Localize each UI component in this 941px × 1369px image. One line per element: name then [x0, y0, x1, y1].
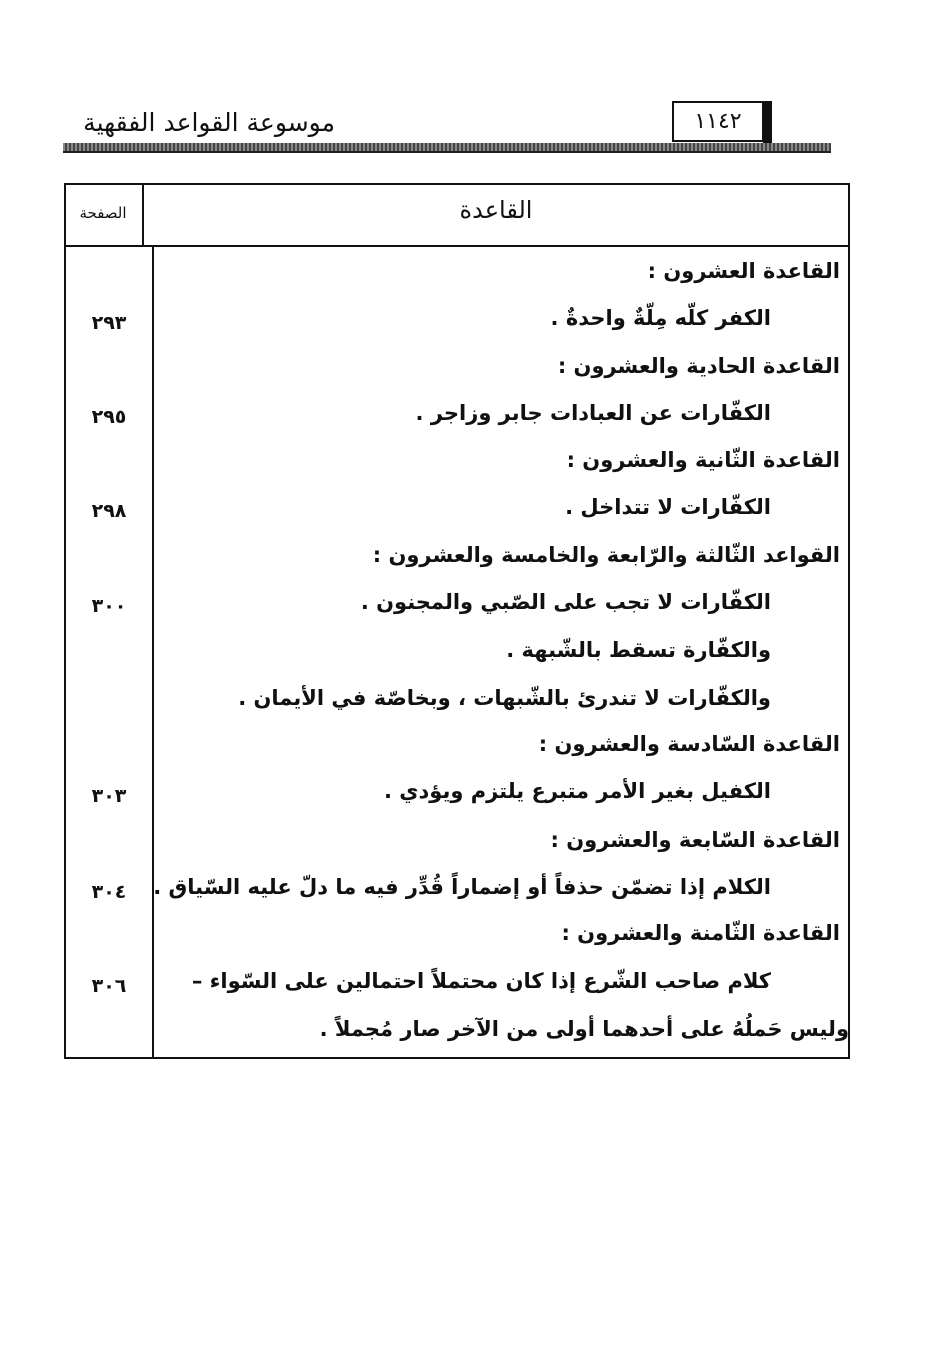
rule-text-21: الكفّارات عن العبادات جابر وزاجر . — [415, 401, 771, 425]
rule-text-20: الكفر كلّه مِلّةٌ واحدةٌ . — [550, 306, 771, 330]
table-column-separator-body — [152, 247, 154, 1057]
rule-text-27: الكلام إذا تضمّن حذفاً أو إضماراً قُدِّر فيه ما دلّ عليه السّياق . — [153, 875, 771, 899]
rule-heading-27: القاعدة السّابعة والعشرون : — [550, 828, 840, 852]
rule-text-24: والكفّارة تسقط بالشّبهة . — [506, 638, 771, 662]
page-ref-298: ٢٩٨ — [91, 500, 127, 522]
rule-text-28-line1: كلام صاحب الشّرع إذا كان محتملاً احتمالين على السّواء – — [191, 969, 771, 993]
table-header-separator — [64, 245, 850, 247]
page-ref-303: ٣٠٣ — [91, 785, 127, 807]
rule-heading-26: القاعدة السّادسة والعشرون : — [538, 732, 840, 756]
rule-heading-21: القاعدة الحادية والعشرون : — [557, 354, 840, 378]
book-title: موسوعة القواعد الفقهية — [83, 108, 335, 137]
column-header-rule: القاعدة — [459, 196, 533, 224]
page-ref-295: ٢٩٥ — [91, 406, 127, 428]
header-rule-line — [63, 151, 831, 153]
rule-heading-22: القاعدة الثّانية والعشرون : — [566, 448, 840, 472]
page-ref-306: ٣٠٦ — [91, 975, 127, 997]
rule-text-25: والكفّارات لا تندرئ بالشّبهات ، وبخاصّة في الأيمان . — [238, 686, 771, 710]
page-number-box-shadow — [763, 101, 772, 146]
rule-heading-28: القاعدة الثّامنة والعشرون : — [561, 921, 840, 945]
rule-heading-20: القاعدة العشرون : — [647, 259, 840, 283]
page-ref-293: ٢٩٣ — [91, 312, 127, 334]
column-header-page: الصفحة — [79, 204, 127, 222]
page-ref-300: ٣٠٠ — [91, 595, 127, 617]
rule-text-28-line2: وليس حَملُهُ على أحدهما أولى من الآخر صار مُجملاً . — [319, 1017, 849, 1041]
rule-text-22: الكفّارات لا تتداخل . — [565, 495, 771, 519]
rule-text-26: الكفيل بغير الأمر متبرع يلتزم ويؤدي . — [383, 779, 771, 803]
page-number-box: ١١٤٢ — [672, 101, 764, 142]
rule-heading-23-25: القواعد الثّالثة والرّابعة والخامسة والعشرون : — [372, 543, 840, 567]
rule-text-23: الكفّارات لا تجب على الصّبي والمجنون . — [360, 590, 771, 614]
page-ref-304: ٣٠٤ — [91, 881, 127, 903]
